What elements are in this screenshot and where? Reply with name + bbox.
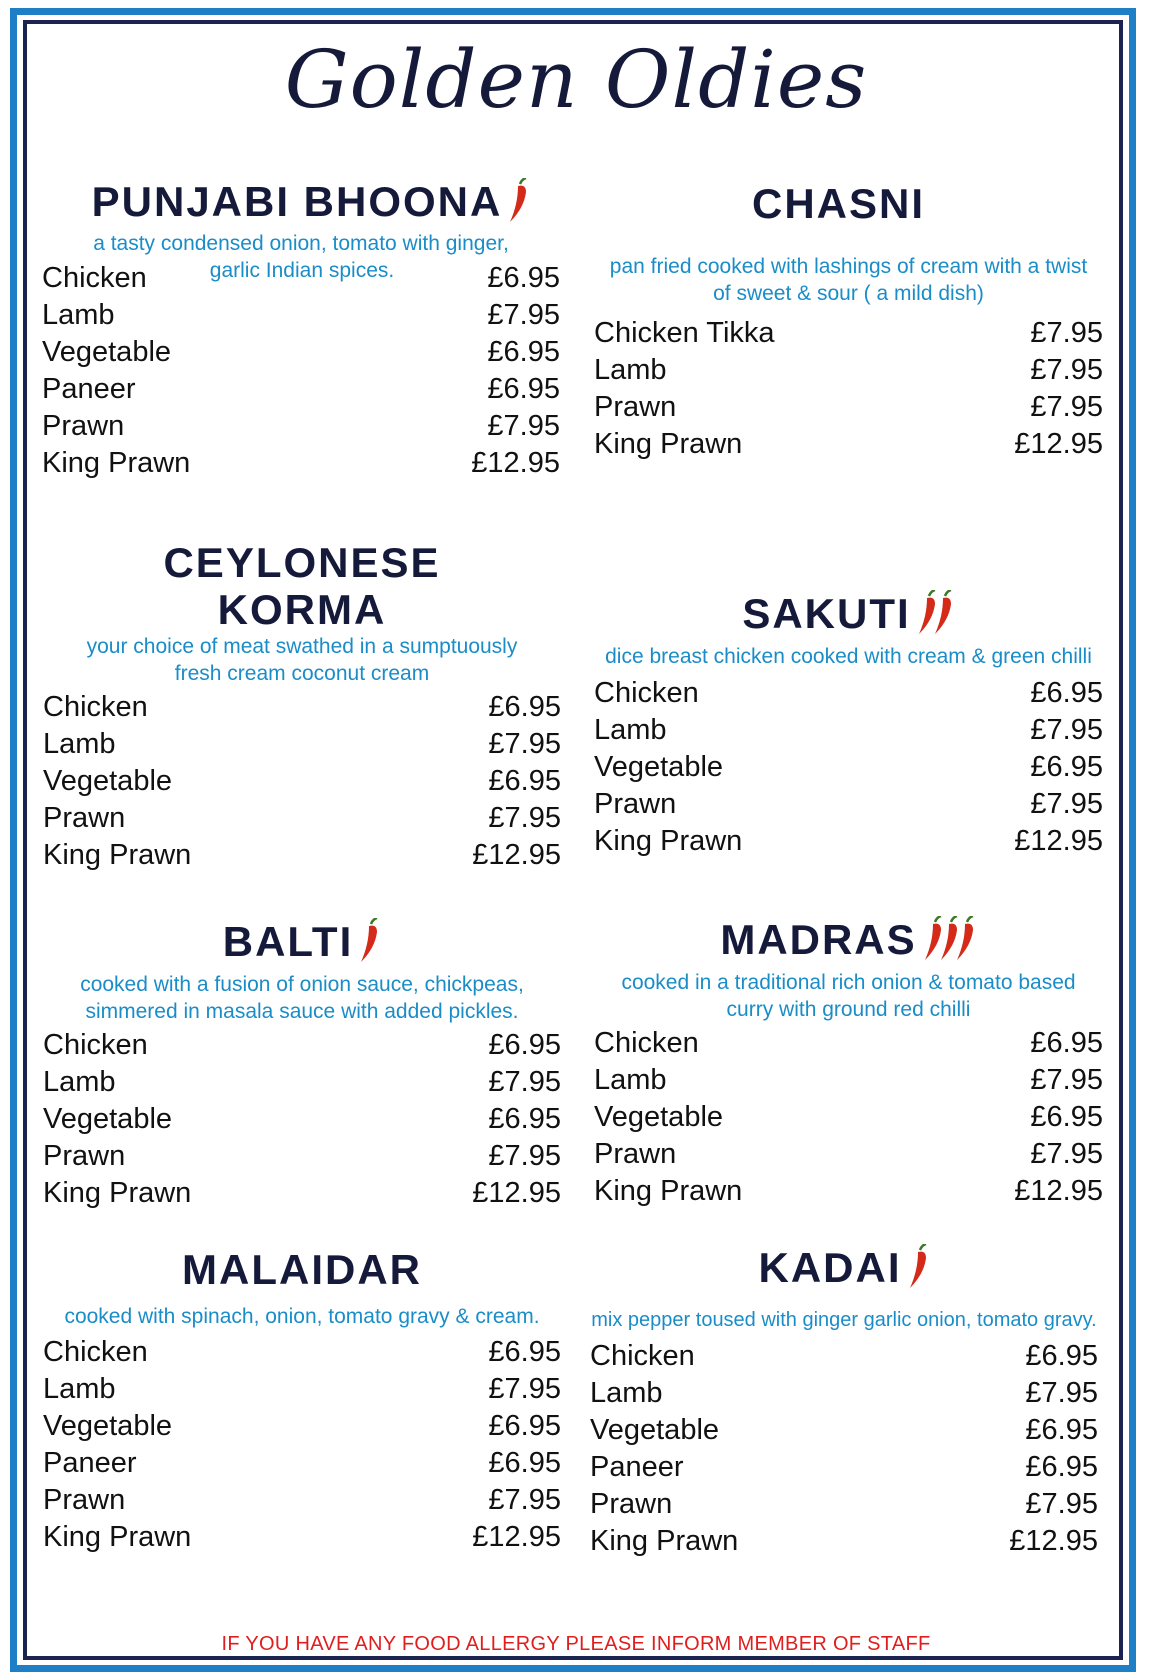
menu-item-row — [594, 675, 1103, 712]
item-name: Vegetable — [43, 1410, 173, 1442]
item-list — [43, 1027, 561, 1212]
description-line: pan fried cooked with lashings of cream with a twist — [609, 255, 1088, 278]
item-price: £6.95 — [487, 262, 560, 294]
item-name: Chicken — [594, 1027, 699, 1059]
section-title — [43, 539, 561, 633]
menu-item-row — [43, 1064, 561, 1101]
item-price: £6.95 — [488, 691, 561, 723]
menu-item-row — [43, 1482, 561, 1519]
section-title — [43, 1246, 561, 1293]
item-name: King Prawn — [42, 447, 191, 479]
menu-item-row — [42, 445, 560, 482]
item-name: Chicken — [42, 262, 147, 294]
menu-item-row — [43, 1175, 561, 1212]
menu-item-row — [594, 1025, 1103, 1062]
item-name: Vegetable — [42, 336, 172, 368]
menu-item-row — [43, 837, 561, 874]
item-list — [590, 1338, 1098, 1560]
item-price: £7.95 — [1030, 317, 1103, 349]
section-title — [594, 590, 1103, 643]
menu-title: Golden Oldies — [284, 33, 868, 126]
section-description — [43, 971, 561, 1025]
description-line: garlic Indian spices. — [209, 259, 395, 282]
item-name: King Prawn — [594, 825, 743, 857]
description-line: your choice of meat swathed in a sumptuously — [86, 635, 518, 658]
menu-item-row — [590, 1412, 1098, 1449]
item-price: £12.95 — [472, 1521, 561, 1553]
item-name: Chicken Tikka — [594, 317, 775, 349]
section-title-text: BALTI — [222, 918, 354, 965]
menu-item-row — [594, 1136, 1103, 1173]
section-title — [590, 1244, 1098, 1297]
description-line: mix pepper toused with ginger garlic onion, tomato gravy. — [591, 1309, 1097, 1331]
item-price: £7.95 — [1030, 788, 1103, 820]
section-sakuti — [594, 590, 1103, 860]
menu-item-row — [43, 1138, 561, 1175]
section-title — [62, 178, 560, 231]
item-price: £7.95 — [487, 299, 560, 331]
item-name: Chicken — [594, 677, 699, 709]
item-price: £6.95 — [488, 1447, 561, 1479]
item-price: £12.95 — [1014, 1175, 1103, 1207]
description-line: a tasty condensed onion, tomato with ginger, — [93, 232, 509, 255]
item-price: £6.95 — [488, 1336, 561, 1368]
item-price: £7.95 — [1030, 354, 1103, 386]
menu-item-row — [594, 786, 1103, 823]
menu-item-row — [594, 1099, 1103, 1136]
item-name: Lamb — [43, 1066, 116, 1098]
menu-item-row — [43, 1371, 561, 1408]
menu-item-row — [43, 1334, 561, 1371]
item-price: £6.95 — [1025, 1340, 1098, 1372]
item-name: Lamb — [42, 299, 115, 331]
item-name: Lamb — [43, 728, 116, 760]
section-description — [590, 1307, 1098, 1334]
item-name: Chicken — [590, 1340, 695, 1372]
item-price: £6.95 — [488, 1103, 561, 1135]
item-price: £6.95 — [1030, 1027, 1103, 1059]
item-name: Vegetable — [590, 1414, 720, 1446]
item-price: £6.95 — [487, 373, 560, 405]
section-punjabi-bhoona — [42, 178, 560, 482]
item-name: King Prawn — [594, 428, 743, 460]
item-list — [43, 1334, 561, 1556]
item-name: Vegetable — [43, 1103, 173, 1135]
section-kadai — [590, 1244, 1098, 1560]
item-price: £7.95 — [488, 1140, 561, 1172]
description-line: fresh cream coconut cream — [174, 662, 430, 685]
section-description — [594, 253, 1103, 307]
menu-item-row — [590, 1338, 1098, 1375]
allergy-notice: IF YOU HAVE ANY FOOD ALLERGY PLEASE INFORM MEMBER OF STAFF — [221, 1633, 931, 1655]
item-name: Chicken — [43, 1336, 148, 1368]
item-name: Prawn — [590, 1488, 673, 1520]
menu-item-row — [594, 1062, 1103, 1099]
item-price: £6.95 — [1030, 677, 1103, 709]
section-description — [42, 230, 560, 257]
item-name: Chicken — [43, 1029, 148, 1061]
item-name: Prawn — [42, 410, 125, 442]
item-price: £6.95 — [488, 1029, 561, 1061]
item-price: £6.95 — [487, 336, 560, 368]
menu-item-row — [590, 1523, 1098, 1560]
item-name: Chicken — [43, 691, 148, 723]
item-price: £6.95 — [1025, 1451, 1098, 1483]
item-price: £7.95 — [1030, 714, 1103, 746]
item-price: £12.95 — [1014, 825, 1103, 857]
menu-item-row — [43, 800, 561, 837]
section-chasni — [594, 180, 1103, 463]
section-title-text: MADRAS — [720, 916, 917, 963]
item-name: King Prawn — [594, 1175, 743, 1207]
menu-item-row — [42, 334, 560, 371]
item-name: Prawn — [43, 1484, 126, 1516]
description-line: curry with ground red chilli — [726, 998, 971, 1021]
item-price: £7.95 — [488, 1066, 561, 1098]
item-price: £12.95 — [472, 839, 561, 871]
section-balti — [43, 918, 561, 1212]
item-price: £7.95 — [1030, 391, 1103, 423]
section-description — [43, 1303, 561, 1330]
menu-item-row — [594, 823, 1103, 860]
menu-item-row — [594, 1173, 1103, 1210]
menu-item-row — [43, 763, 561, 800]
item-price: £6.95 — [488, 1410, 561, 1442]
item-price: £7.95 — [1030, 1138, 1103, 1170]
description-line: cooked with spinach, onion, tomato gravy & cream. — [64, 1305, 540, 1328]
item-list — [43, 689, 561, 874]
chili-icon — [506, 178, 530, 231]
item-price: £7.95 — [488, 728, 561, 760]
section-description — [594, 643, 1103, 670]
section-title-text: KADAI — [758, 1244, 902, 1291]
section-ceylonese-korma — [43, 539, 561, 874]
item-name: Prawn — [594, 391, 677, 423]
item-list — [594, 1025, 1103, 1210]
item-price: £6.95 — [488, 765, 561, 797]
menu-item-row — [43, 1408, 561, 1445]
chili-icon — [906, 1244, 930, 1297]
menu-item-row — [594, 426, 1103, 463]
item-name: Lamb — [594, 1064, 667, 1096]
section-title-text: CHASNI — [751, 180, 925, 227]
item-price: £7.95 — [488, 1484, 561, 1516]
item-name: King Prawn — [590, 1525, 739, 1557]
menu-item-row — [42, 408, 560, 445]
item-name: Paneer — [43, 1447, 137, 1479]
menu-item-row — [43, 726, 561, 763]
item-name: Prawn — [594, 1138, 677, 1170]
item-name: Lamb — [594, 714, 667, 746]
item-list — [594, 315, 1103, 463]
item-price: £12.95 — [1009, 1525, 1098, 1557]
item-price: £12.95 — [1014, 428, 1103, 460]
menu-item-row — [594, 352, 1103, 389]
item-price: £7.95 — [1025, 1488, 1098, 1520]
chili-icon — [357, 918, 381, 971]
description-line: cooked with a fusion of onion sauce, chickpeas, — [80, 973, 524, 996]
menu-item-row — [590, 1449, 1098, 1486]
section-title — [574, 180, 1103, 227]
item-price: £12.95 — [472, 1177, 561, 1209]
menu-item-row — [594, 712, 1103, 749]
item-name: Lamb — [43, 1373, 116, 1405]
section-title-text: SAKUTI — [742, 590, 911, 637]
item-name: Paneer — [42, 373, 136, 405]
menu-item-row — [43, 1027, 561, 1064]
section-title-text: CEYLONESE — [163, 539, 441, 586]
section-malaidar — [43, 1246, 561, 1556]
description-line: dice breast chicken cooked with cream & green chilli — [605, 645, 1092, 668]
item-name: Lamb — [594, 354, 667, 386]
menu-item-row — [594, 315, 1103, 352]
menu-item-row — [594, 749, 1103, 786]
item-price: £7.95 — [487, 410, 560, 442]
menu-item-row — [590, 1375, 1098, 1412]
item-price: £7.95 — [1030, 1064, 1103, 1096]
menu-item-row — [42, 371, 560, 408]
item-price: £6.95 — [1030, 1101, 1103, 1133]
section-title — [594, 916, 1103, 969]
item-name: Prawn — [594, 788, 677, 820]
description-line: cooked in a traditional rich onion & tomato based — [621, 971, 1076, 994]
item-name: Paneer — [590, 1451, 684, 1483]
item-name: Vegetable — [594, 1101, 724, 1133]
section-description — [43, 633, 561, 687]
item-list — [42, 260, 560, 482]
description-line: simmered in masala sauce with added pickles. — [85, 1000, 519, 1023]
item-price: £7.95 — [488, 1373, 561, 1405]
item-price: £6.95 — [1030, 751, 1103, 783]
item-name: King Prawn — [43, 839, 192, 871]
section-title — [43, 918, 561, 971]
section-description — [594, 969, 1103, 1023]
section-title-text: KORMA — [217, 586, 387, 633]
item-price: £6.95 — [1025, 1414, 1098, 1446]
menu-item-row — [43, 1101, 561, 1138]
menu-item-row — [42, 297, 560, 334]
description-line: of sweet & sour ( a mild dish) — [713, 282, 984, 305]
menu-item-row — [594, 389, 1103, 426]
chili-icon — [915, 590, 955, 643]
menu-item-row — [43, 689, 561, 726]
menu-item-row — [590, 1486, 1098, 1523]
item-name: Lamb — [590, 1377, 663, 1409]
item-list — [594, 675, 1103, 860]
item-name: King Prawn — [43, 1177, 192, 1209]
section-title-text: MALAIDAR — [182, 1246, 422, 1293]
item-price: £7.95 — [488, 802, 561, 834]
item-name: Prawn — [43, 802, 126, 834]
item-name: Prawn — [43, 1140, 126, 1172]
menu-item-row — [43, 1445, 561, 1482]
chili-icon — [921, 916, 977, 969]
menu-item-row — [43, 1519, 561, 1556]
section-title-text: PUNJABI BHOONA — [91, 178, 503, 225]
section-madras — [594, 916, 1103, 1210]
item-name: Vegetable — [43, 765, 173, 797]
item-price: £7.95 — [1025, 1377, 1098, 1409]
item-name: King Prawn — [43, 1521, 192, 1553]
item-name: Vegetable — [594, 751, 724, 783]
item-price: £12.95 — [471, 447, 560, 479]
